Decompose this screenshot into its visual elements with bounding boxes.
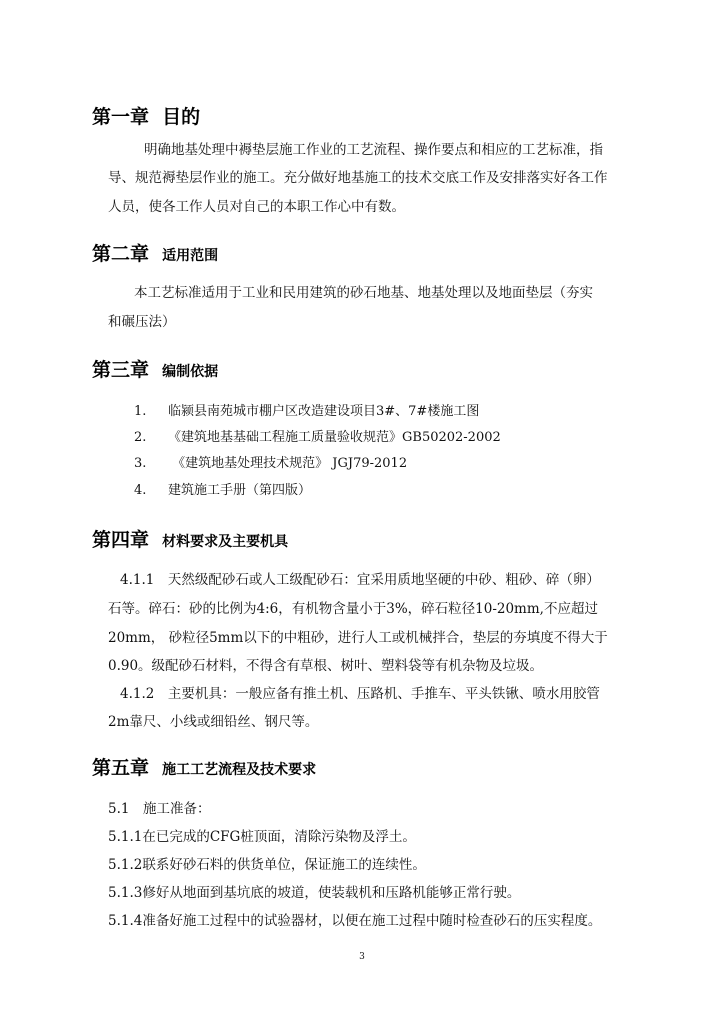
ch5-paragraph-line: 5.1.2联系好砂石料的供货单位，保证施工的连续性。 (108, 857, 426, 873)
reference-item-text: 临颍县南苑城市棚户区改造建设项目3#、7#楼施工图 (168, 404, 480, 419)
reference-item-text: 《建筑地基处理技术规范》 JGJ79-2012 (168, 456, 408, 471)
chapter-3-heading (92, 355, 218, 382)
ch4-paragraph-line: 20mm， 砂粒径5mm以下的中粗砂，进行人工或机械拌合，垫层的夯填度不得大于 (108, 630, 608, 646)
ch4-paragraph-line: 4.1.2 主要机具：一般应备有推土机、压路机、手推车、平头铁锹、喷水用胶管 (120, 686, 600, 702)
ch2-paragraph-line: 和碾压法） (108, 314, 176, 330)
ch5-paragraph-line: 5.1 施工准备： (108, 801, 211, 817)
chapter-1-number: 第一章 (92, 106, 150, 128)
chapter-2-title: 适用范围 (162, 248, 219, 264)
ch1-paragraph-line: 人员，使各工作人员对自己的本职工作心中有数。 (108, 199, 405, 215)
chapter-4-title: 材料要求及主要机具 (162, 534, 289, 550)
reference-item (134, 454, 407, 474)
ch1-paragraph-line: 导、规范褥垫层作业的施工。充分做好地基施工的技术交底工作及安排落实好各工作 (108, 170, 608, 186)
chapter-3-number: 第三章 (92, 359, 150, 381)
ch4-paragraph-line: 石等。碎石：砂的比例为4:6，有机物含量小于3%，碎石粒径10-20mm,不应超过 (108, 601, 598, 617)
chapter-1-title: 目的 (162, 106, 201, 128)
chapter-2-heading (92, 239, 218, 266)
reference-item-text: 《建筑地基基础工程施工质量验收规范》GB50202-2002 (168, 430, 501, 445)
ch4-paragraph-line: 2m靠尺、小线或细铅丝、钢尺等。 (108, 714, 319, 730)
ch5-paragraph-line: 5.1.1在已完成的CFG桩顶面，清除污染物及浮土。 (108, 829, 416, 845)
chapter-5-title: 施工工艺流程及技术要求 (162, 762, 317, 778)
ch4-paragraph-line: 0.90。级配砂石材料，不得含有草根、树叶、塑料袋等有机杂物及垃圾。 (108, 658, 544, 674)
chapter-4-number: 第四章 (92, 529, 150, 551)
reference-item (134, 428, 501, 448)
page-number: 3 (359, 952, 365, 962)
reference-item-number: 4. (134, 483, 147, 498)
chapter-3-title: 编制依据 (162, 364, 219, 380)
chapter-1-heading (92, 102, 200, 129)
reference-item (134, 481, 311, 501)
chapter-4-heading (92, 525, 288, 552)
chapter-2-number: 第二章 (92, 243, 150, 265)
ch4-paragraph-line: 4.1.1 天然级配砂石或人工级配砂石：宜采用质地坚硬的中砂、粗砂、碎（卵） (120, 572, 600, 588)
ch5-paragraph-line: 5.1.4准备好施工过程中的试验器材，以便在施工过程中随时检查砂石的压实程度。 (108, 913, 602, 929)
reference-item-number: 2. (134, 430, 147, 445)
chapter-5-heading (92, 753, 316, 780)
reference-item-text: 建筑施工手册（第四版） (168, 483, 312, 498)
ch1-paragraph-line: 明确地基处理中褥垫层施工作业的工艺流程、操作要点和相应的工艺标准，指 (144, 142, 603, 158)
chapter-5-number: 第五章 (92, 757, 150, 779)
ch2-paragraph-line: 本工艺标准适用于工业和民用建筑的砂石地基、地基处理以及地面垫层（夯实 (134, 285, 593, 301)
reference-item-number: 3. (134, 456, 147, 471)
reference-item (134, 402, 479, 422)
reference-item-number: 1. (134, 404, 147, 419)
ch5-paragraph-line: 5.1.3修好从地面到基坑底的坡道，使装载机和压路机能够正常行驶。 (108, 885, 521, 901)
